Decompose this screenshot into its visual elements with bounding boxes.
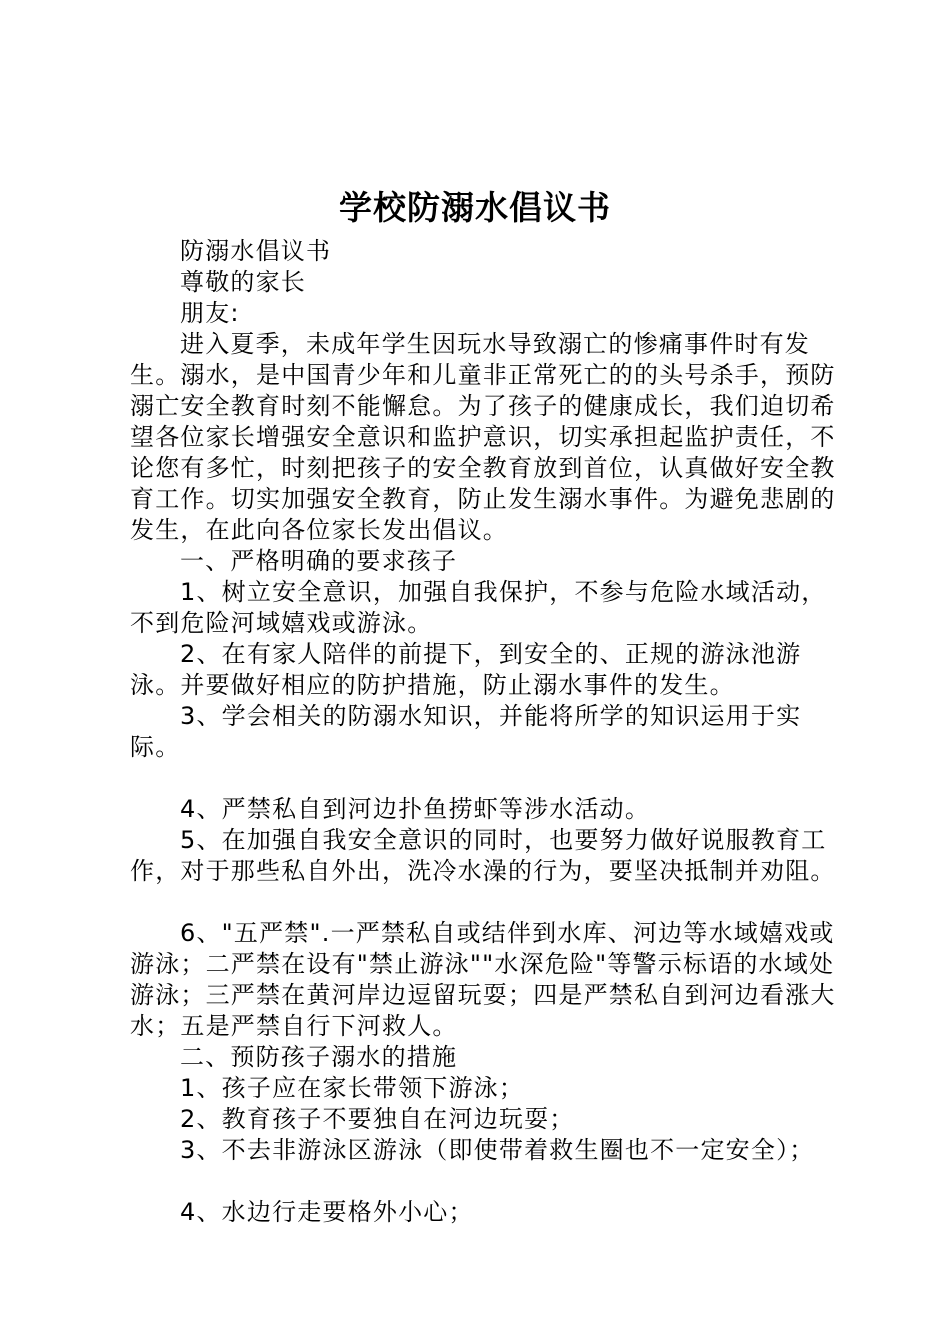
- list-item: 6、"五严禁".一严禁私自或结伴到水库、河边等水域嬉戏或游泳；二严禁在设有"禁止游泳""水深危险"等警示标语的水域处游泳；三严禁在黄河岸边逗留玩耍；四是严禁私自到河边看涨大水；五是严禁自行下河救人。: [130, 919, 836, 1040]
- paragraph-heading: 防溺水倡议书: [180, 237, 332, 265]
- paragraph-intro: 进入夏季，未成年学生因玩水导致溺亡的惨痛事件时有发生。溺水，是中国青少年和儿童非正常死亡的的头号杀手，预防溺亡安全教育时刻不能懈怠。为了孩子的健康成长，我们迫切希望各位家长增强安全意识和监护意识，切实承担起监护责任，不论您有多忙，时刻把孩子的安全教育放到首位，认真做好安全教育工作。切实加强安全教育，防止发生溺水事件。为避免悲剧的发生，在此向各位家长发出倡议。: [130, 330, 836, 544]
- blank-line: [130, 1166, 850, 1197]
- list-item: 1、孩子应在家长带领下游泳；: [180, 1074, 525, 1102]
- list-item: 5、在加强自我安全意识的同时，也要努力做好说服教育工作，对于那些私自外出，洗冷水澡的行为，要坚决抵制并劝阻。: [130, 826, 836, 885]
- blank-line: [130, 763, 850, 794]
- list-item: 1、树立安全意识，加强自我保护，不参与危险水域活动，不到危险河域嬉戏或游泳。: [130, 578, 827, 637]
- paragraph-salutation: 尊敬的家长: [180, 268, 306, 296]
- list-item: 4、水边行走要格外小心；: [180, 1198, 474, 1226]
- blank-line: [130, 887, 850, 918]
- section-heading-2: 二、预防孩子溺水的措施: [180, 1043, 458, 1071]
- document-title: 学校防溺水倡议书: [339, 188, 611, 227]
- list-item: 2、教育孩子不要独自在河边玩耍；: [180, 1105, 575, 1133]
- list-item: 2、在有家人陪伴的前提下，到安全的、正规的游泳池游泳。并要做好相应的防护措施，防止溺水事件的发生。: [130, 640, 802, 699]
- list-item: 3、学会相关的防溺水知识，并能将所学的知识运用于实际。: [130, 702, 802, 761]
- paragraph-salutation-cont: 朋友:: [180, 299, 240, 327]
- section-heading-1: 一、严格明确的要求孩子: [180, 547, 458, 575]
- list-item: 4、严禁私自到河边扑鱼捞虾等涉水活动。: [180, 795, 651, 823]
- list-item: 3、不去非游泳区游泳（即使带着救生圈也不一定安全）；: [180, 1136, 815, 1164]
- document-body: [130, 236, 850, 1228]
